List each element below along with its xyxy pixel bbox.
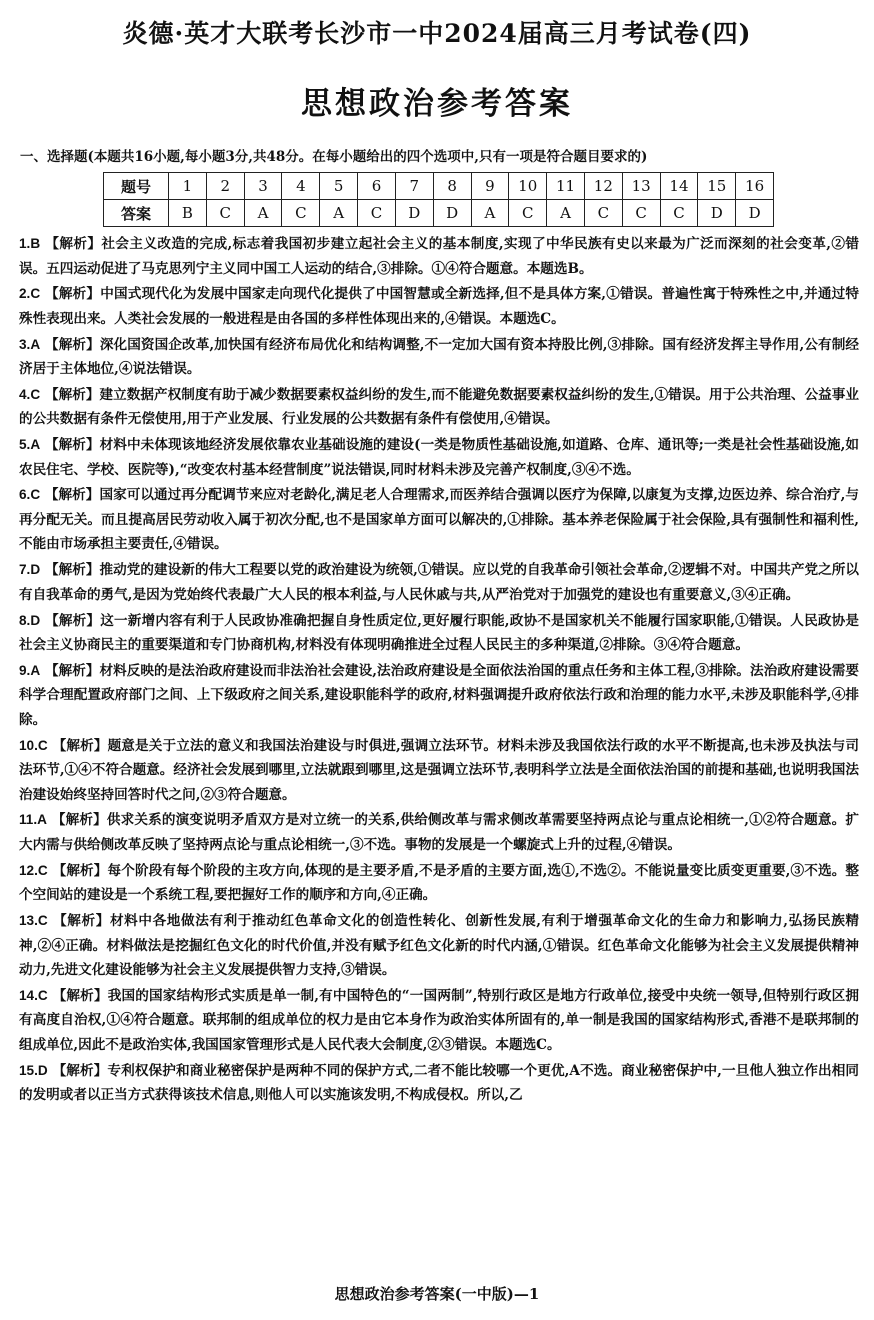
explanation-text: 供求关系的演变说明矛盾双方是对立统一的关系,供给侧改革与需求侧改革需要坚持两点论与重点论相统一,①②符合题意。扩大内需与供给侧改革反映了坚持两点论与重点论相统一,③不选。事物的发展是一个螺旋式上升的过程,④错误。 [19,812,860,853]
answer-cell: C [206,200,244,227]
explanation-item [19,282,859,331]
question-number-cell: 11 [547,173,585,200]
answer-cell: C [584,200,622,227]
analysis-tag: 【解析】 [44,437,100,454]
question-number-cell: 2 [206,173,244,200]
explanation-text: 这一新增内容有利于人民政协准确把握自身性质定位,更好履行职能,政协不是国家机关不能履行国家职能,①错误。人民政协是社会主义协商民主的重要渠道和专门协商机构,材料没有体现明确推进全过程人民民主的多种渠道,②排除。③④符合题意。 [19,612,860,654]
analysis-tag: 【解析】 [52,1062,108,1079]
explanation-item [19,383,859,432]
exam-title: 炎德·英才大联考长沙市一中2024届高三月考试卷(四) [122,19,752,48]
answer-cell: B [169,200,207,227]
answer-cell: C [358,200,396,227]
explanation-item [19,909,859,983]
answer-cell: C [660,200,698,227]
question-answer-label: 6.C [19,487,41,503]
explanation-item [19,1059,859,1108]
explanation-text: 专利权保护和商业秘密保护是两种不同的保护方式,二者不能比较哪一个更优,A不选。商业秘密保护中,一旦他人独立作出相同的发明或者以正当方式获得该技术信息,则他人可以实施该发明,不构成侵权。所以,乙 [19,1062,860,1104]
answer-cell: D [736,200,774,227]
explanation-item [19,808,859,857]
explanation-item [19,984,859,1058]
analysis-tag: 【解析】 [51,812,107,829]
answer-cell: D [395,200,433,227]
question-number-cell: 12 [584,173,622,200]
question-answer-label: 2.C [19,286,41,302]
explanation-text: 中国式现代化为发展中国家走向现代化提供了中国智慧或全新选择,但不是具体方案,①错误。普遍性寓于特殊性之中,并通过特殊性表现出来。人类社会发展的一般进程是由各国的多样性体现出来的,④错误。本题选C。 [19,286,860,327]
answer-cell: C [282,200,320,227]
question-answer-label: 11.A [19,812,47,828]
analysis-tag: 【解析】 [44,487,100,504]
question-answer-label: 15.D [19,1062,48,1078]
question-number-cell: 15 [698,173,736,200]
answer-cell: D [433,200,471,227]
question-number-cell: 3 [244,173,282,200]
explanation-text: 推动党的建设新的伟大工程要以党的政治建设为统领,①错误。应以党的自我革命引领社会革命,②逻辑不对。中国共产党之所以有自我革命的勇气,是因为党始终代表最广大人民的根本利益,与人民休戚与共,从严治党对于加强党的建设也有重要意义,③④正确。 [19,562,859,603]
explanation-text: 材料中未体现该地经济发展依靠农业基础设施的建设(一类是物质性基础设施,如道路、仓库、通讯等;一类是社会性基础设施,如农民住宅、学校、医院等),“改变农村基本经营制度”说法错误,同时材料未涉及完善产权制度,③④不选。 [19,437,859,478]
page-footer: 思想政治参考答案(一中版)—1 [334,1285,540,1303]
explanation-item [19,734,859,808]
question-number-cell: 6 [358,173,396,200]
answer-cell: D [698,200,736,227]
row-label-answer: 答案 [104,200,169,227]
question-number-cell: 9 [471,173,509,200]
answer-cell: C [509,200,547,227]
analysis-tag: 【解析】 [44,386,100,403]
section-heading: 一、选择题(本题共16小题,每小题3分,共48分。在每小题给出的四个选项中,只有一项是符合题目要求的) [20,149,648,165]
subject-title: 思想政治参考答案 [301,86,573,122]
explanation-text: 材料反映的是法治政府建设而非法治社会建设,法治政府建设是全面依法治国的重点任务和主体工程,③排除。法治政府建设需要科学合理配置政府部门之间、上下级政府之间关系,建设职能科学的政府,材料强调提升政府依法行政和治理的能力水平,未涉及职能科学,④排除。 [19,662,859,728]
analysis-tag: 【解析】 [44,562,100,579]
analysis-tag: 【解析】 [53,913,110,930]
explanation-item [19,483,859,557]
question-answer-label: 5.A [19,437,41,453]
answer-cell: A [244,200,282,227]
analysis-tag: 【解析】 [52,862,108,879]
explanation-text: 深化国资国企改革,加快国有经济布局优化和结构调整,不一定加大国有资本持股比例,③排除。国有经济发挥主导作用,公有制经济居于主体地位,④说法错误。 [19,336,859,378]
question-answer-label: 1.B [19,236,41,251]
explanation-item [19,859,859,908]
analysis-tag: 【解析】 [45,336,100,353]
explanation-text: 每个阶段有每个阶段的主攻方向,体现的是主要矛盾,不是矛盾的主要方面,选①,不选②。不能说量变比质变更重要,③不选。整个空间站的建设是一个系统工程,要把握好工作的顺序和方向,④正确。 [19,862,860,904]
question-answer-label: 9.A [19,662,41,678]
row-label-question-number: 题号 [104,173,169,200]
question-number-cell: 10 [509,173,547,200]
explanation-item [19,333,859,382]
question-number-cell: 13 [622,173,660,200]
answer-cell: A [320,200,358,227]
explanations-list [19,232,859,1109]
explanation-text: 材料中各地做法有利于推动红色革命文化的创造性转化、创新性发展,有利于增强革命文化的生命力和影响力,弘扬民族精神,②④正确。材料做法是挖掘红色文化的时代价值,并没有赋予红色文化新的时代内涵,①错误。红色革命文化能够为社会主义发展提供精神动力,先进文化建设能够为社会主义发展提供智力支持,③错误。 [19,913,860,979]
explanation-item [19,558,859,607]
explanation-text: 题意是关于立法的意义和我国法治建设与时俱进,强调立法环节。材料未涉及我国依法行政的水平不断提高,也未涉及执法与司法环节,①④不符合题意。经济社会发展到哪里,立法就跟到哪里,这是强调立法环节,表明科学立法是全面依法治国的前提和基础,也说明我国法治建设始终坚持回答时代之问,②③符合题意。 [19,737,860,803]
answer-cell: C [622,200,660,227]
explanation-item [19,433,859,482]
explanation-text: 建立数据产权制度有助于减少数据要素权益纠纷的发生,而不能避免数据要素权益纠纷的发生,①错误。用于公共治理、公益事业的公共数据有条件无偿使用,用于产业发展、行业发展的公共数据有条件有偿使用,④错误。 [19,386,859,428]
question-answer-label: 12.C [19,862,48,878]
question-number-cell: 7 [395,173,433,200]
analysis-tag: 【解析】 [52,737,108,754]
question-answer-label: 8.D [19,612,41,628]
question-number-row [104,173,774,200]
explanation-text: 我国的国家结构形式实质是单一制,有中国特色的“一国两制”,特别行政区是地方行政单位,接受中央统一领导,但特别行政区拥有高度自治权,①④符合题意。联邦制的组成单位的权力是由它本身作为政治实体所固有的,单一制是我国的国家结构形式,香港不是联邦制的组成单位,因此不是政治实体,我国国家管理形式是人民代表大会制度,②③错误。本题选C。 [19,987,859,1053]
question-answer-label: 14.C [19,987,48,1003]
question-answer-label: 13.C [19,913,48,929]
explanation-text: 国家可以通过再分配调节来应对老龄化,满足老人合理需求,而医养结合强调以医疗为保障,以康复为支撑,边医边养、综合治疗,与再分配无关。而且提高居民劳动收入属于初次分配,也不是国家单方面可以解决的,①排除。基本养老保险属于社会保险,具有强制性和福利性,不能由市场承担主要责任,④错误。 [19,487,860,553]
question-number-cell: 16 [736,173,774,200]
answer-key-table [103,172,774,227]
analysis-tag: 【解析】 [45,286,101,303]
question-number-cell: 14 [660,173,698,200]
analysis-tag: 【解析】 [45,612,101,629]
explanation-item [19,232,859,281]
question-number-cell: 8 [433,173,471,200]
answer-row [104,200,774,227]
question-number-cell: 1 [169,173,207,200]
explanation-item [19,659,859,733]
question-answer-label: 10.C [19,737,48,753]
answer-cell: A [547,200,585,227]
analysis-tag: 【解析】 [52,987,108,1004]
analysis-tag: 【解析】 [44,662,100,679]
question-answer-label: 3.A [19,336,41,352]
question-number-cell: 4 [282,173,320,200]
question-answer-label: 4.C [19,386,41,402]
question-answer-label: 7.D [19,562,41,578]
answer-cell: A [471,200,509,227]
analysis-tag: 【解析】 [45,236,102,252]
explanation-text: 社会主义改造的完成,标志着我国初步建立起社会主义的基本制度,实现了中华民族有史以来最为广泛而深刻的社会变革,②错误。五四运动促进了马克思列宁主义同中国工人运动的结合,③排除。①④符合题意。本题选B。 [19,236,859,277]
question-number-cell: 5 [320,173,358,200]
explanation-item [19,609,859,658]
